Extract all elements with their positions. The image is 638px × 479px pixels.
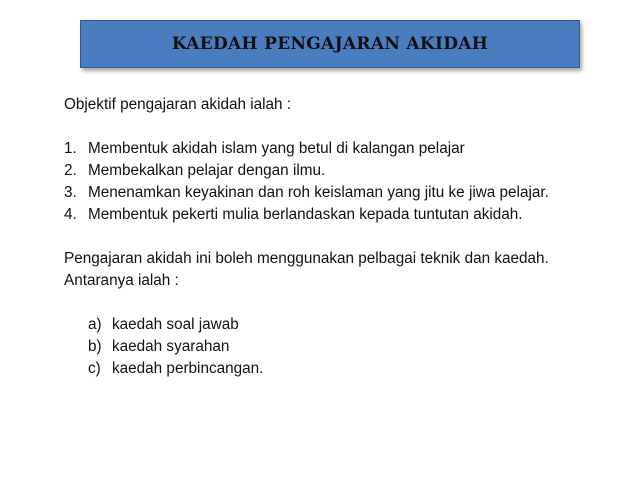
objective-number: 1. [64, 140, 77, 157]
method-item [88, 336, 584, 358]
objective-text: Membekalkan pelajar dengan ilmu. [88, 162, 326, 179]
objective-number: 3. [64, 184, 77, 201]
methods-intro-text: Pengajaran akidah ini boleh menggunakan pelbagai teknik dan kaedah. Antaranya ialah : [64, 250, 549, 289]
objective-item [64, 160, 584, 182]
method-text: kaedah soal jawab [112, 316, 239, 333]
objective-item [64, 182, 584, 204]
objective-text: Menenamkan keyakinan dan roh keislaman yang jitu ke jiwa pelajar. [88, 184, 549, 201]
method-label: a) [88, 316, 102, 333]
objective-item [64, 138, 584, 160]
method-text: kaedah syarahan [112, 338, 230, 355]
method-label: c) [88, 360, 101, 377]
objectives-list [64, 138, 584, 226]
objective-number: 2. [64, 162, 77, 179]
title-banner [80, 20, 580, 68]
method-label: b) [88, 338, 102, 355]
objective-text: Membentuk pekerti mulia berlandaskan kepada tuntutan akidah. [88, 206, 523, 223]
slide-body [64, 94, 584, 380]
slide-title: KAEDAH PENGAJARAN AKIDAH [171, 34, 489, 54]
method-text: kaedah perbincangan. [112, 360, 264, 377]
methods-list [64, 314, 584, 380]
objective-number: 4. [64, 206, 77, 223]
method-item [88, 314, 584, 336]
intro-text: Objektif pengajaran akidah ialah : [64, 96, 292, 113]
objective-item [64, 204, 584, 226]
objective-text: Membentuk akidah islam yang betul di kalangan pelajar [88, 140, 465, 157]
method-item [88, 358, 584, 380]
